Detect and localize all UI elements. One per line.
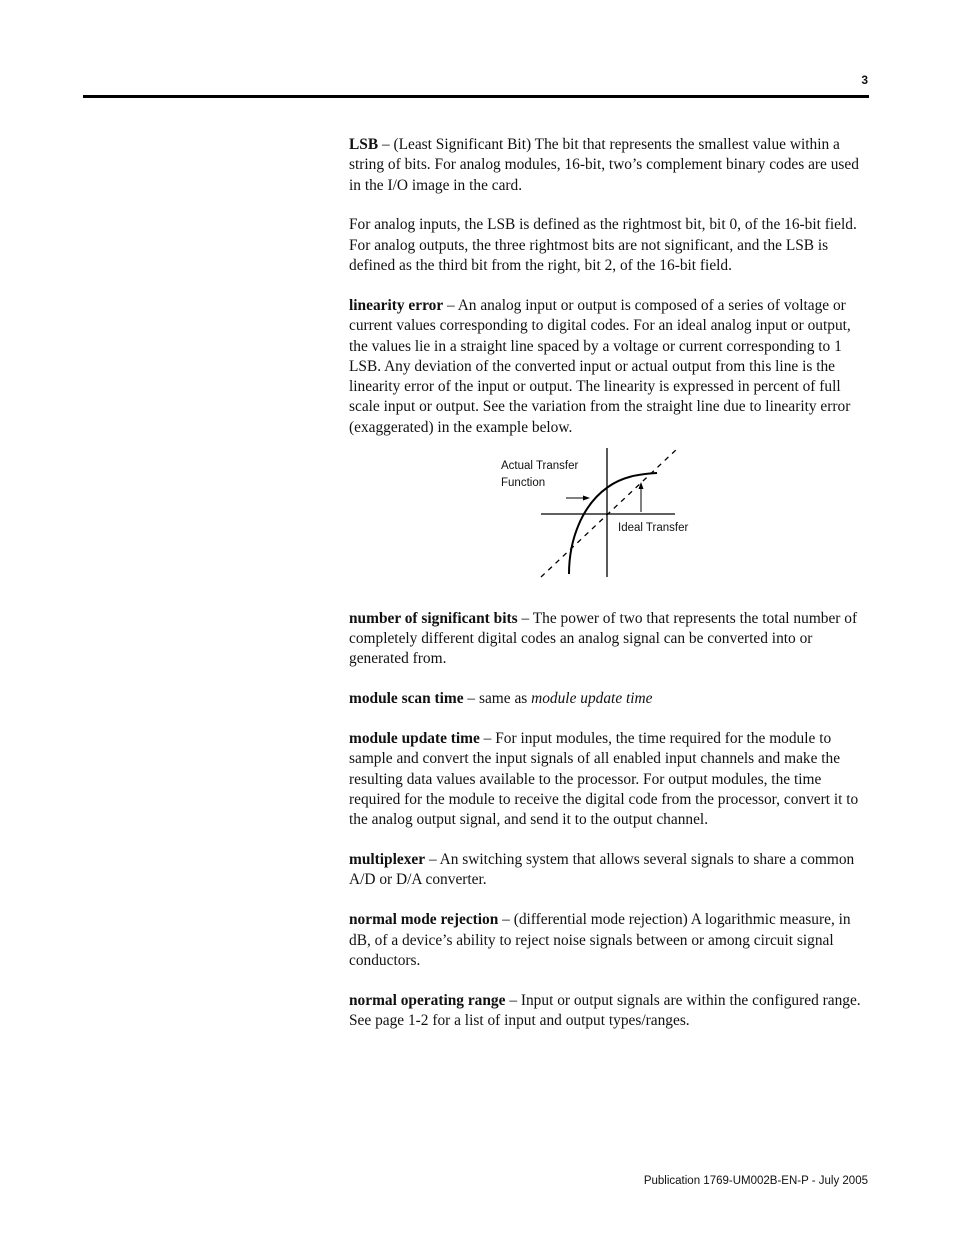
actual-arrow-head — [583, 496, 590, 501]
entry-normal-mode-rejection — [349, 910, 871, 971]
entry-linearity-error — [349, 296, 871, 438]
definition-module-update-time: – For input modules, the time required for the module to sample and convert the input signals of all enabled input channels and make the resulting data values available to the processor. For output modules, the time required for the module to receive the digital code from the processor, convert it to the analog output signal, and send it to the output channel. — [349, 730, 859, 829]
term-normal-mode-rejection: normal mode rejection — [349, 911, 499, 929]
ideal-arrow-head — [639, 482, 644, 489]
entry-multiplexer — [349, 850, 871, 891]
label-actual-transfer-line1: Actual Transfer — [501, 460, 579, 472]
definition-normal-mode-rejection: – (differential mode rejection) A logarithmic measure, in dB, of a device’s ability to reject noise signals between or among circuit signal conductors. — [349, 911, 851, 969]
entry-normal-operating-range — [349, 991, 871, 1032]
label-ideal-transfer: Ideal Transfer — [618, 522, 689, 534]
definition-number-of-significant-bits: – The power of two that represents the total number of completely different digital codes an analog signal can be converted into or generated from. — [349, 609, 858, 668]
entry-module-update-time — [349, 729, 871, 830]
term-module-scan-time: module scan time — [349, 690, 464, 708]
header-rule — [83, 95, 869, 98]
page-number: 3 — [861, 73, 868, 87]
definition-lsb: – (Least Significant Bit) The bit that represents the smallest value within a string of bits. For analog modules, 16-bit, two’s complement binary codes are used in the I/O image in the card. — [349, 136, 859, 194]
definition-module-scan-time: – same as — [463, 690, 532, 708]
definition-linearity-error: – An analog input or output is composed of a series of voltage or current values corresponding to digital codes. For an ideal analog input or output, the values lie in a straight line spaced by a voltage or current corresponding to 1 LSB. Any deviation of the converted input or actual output from this line is the linearity error of the input or output. The linearity is expressed in percent of full scale input or output. See the variation from the straight line due to linearity error (exaggerated) in the example below. — [349, 296, 851, 436]
linearity-error-figure — [490, 445, 700, 585]
label-actual-transfer-line2: Function — [501, 477, 546, 489]
entry-lsb — [349, 135, 871, 196]
definition-multiplexer: – An switching system that allows several signals to share a common A/D or D/A converter. — [349, 851, 855, 889]
term-number-of-significant-bits: number of significant bits — [349, 609, 518, 627]
term-multiplexer: multiplexer — [349, 851, 426, 869]
glossary-content — [349, 135, 871, 1051]
publication-footer: Publication 1769-UM002B-EN-P - July 2005 — [643, 1175, 868, 1187]
entry-number-of-significant-bits — [349, 609, 871, 670]
definition-normal-operating-range: – Input or output signals are within the configured range. See page 1-2 for a list of input and output types/ranges. — [349, 991, 861, 1030]
entry-lsb-detail: For analog inputs, the LSB is defined as the rightmost bit, bit 0, of the 16-bit field. For analog outputs, the three rightmost bits are not significant, and the LSB is defined as the third bit from the right, bit 2, of the 16-bit field. — [349, 216, 857, 275]
term-lsb: LSB — [349, 136, 379, 153]
term-normal-operating-range: normal operating range — [349, 991, 506, 1009]
reference-module-update-time: module update time — [531, 690, 653, 708]
term-module-update-time: module update time — [349, 730, 480, 748]
term-linearity-error: linearity error — [349, 296, 444, 314]
entry-module-scan-time — [349, 689, 871, 709]
